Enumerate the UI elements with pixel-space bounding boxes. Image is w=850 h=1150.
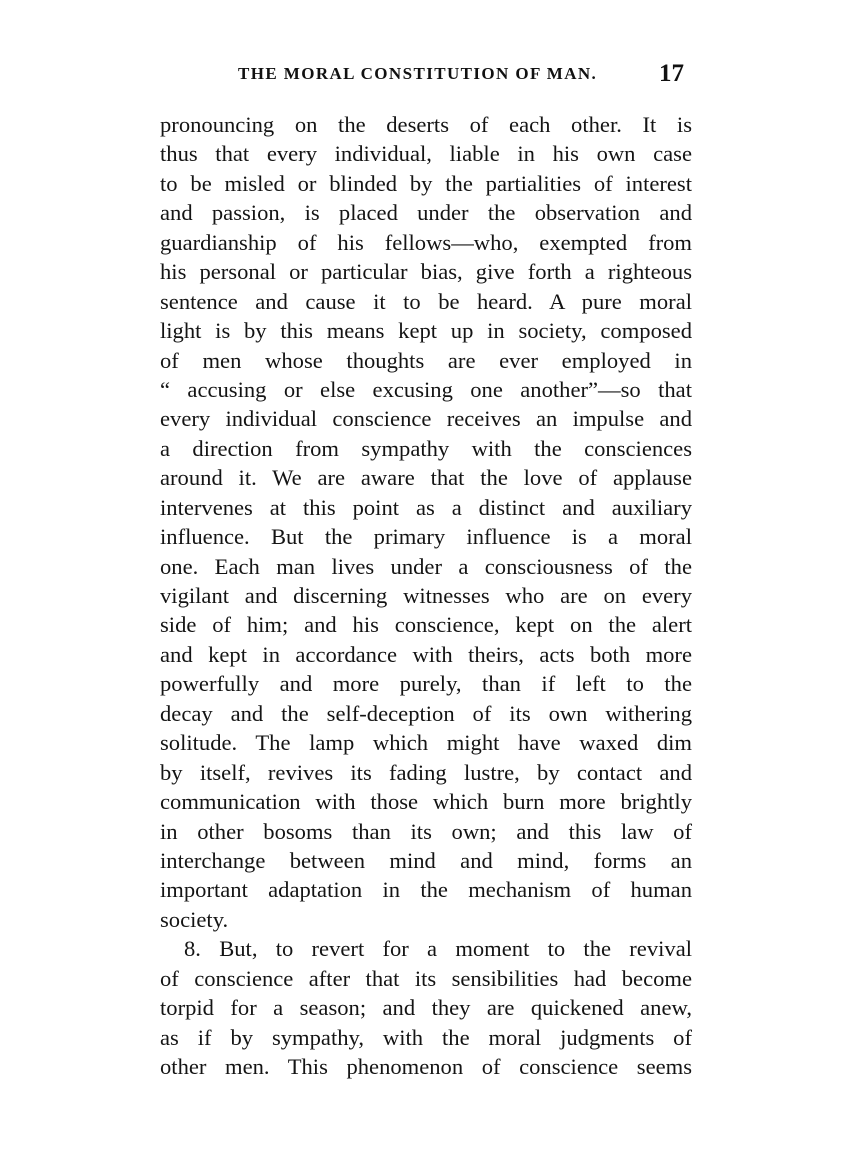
text-line: vigilant and discerning witnesses who are on every: [160, 583, 692, 608]
text-line: sentence and cause it to be heard. A pure moral: [160, 288, 692, 314]
paragraph-end-line: society.: [160, 906, 229, 932]
text-line: guardianship of his fellows—who, exempted from: [160, 229, 692, 255]
text-line: as if by sympathy, with the moral judgments of: [160, 1024, 692, 1050]
text-line: of conscience after that its sensibilities had become: [160, 965, 692, 991]
text-line: around it. We are aware that the love of applause: [160, 465, 692, 491]
text-line: pronouncing on the deserts of each other. It is: [160, 112, 692, 137]
text-line: interchange between mind and mind, forms an: [160, 847, 692, 873]
text-line: thus that every individual, liable in his own case: [160, 141, 692, 167]
body-text: [160, 110, 692, 1081]
text-line: to be misled or blinded by the partialities of interest: [160, 170, 692, 196]
text-line: and passion, is placed under the observation and: [160, 200, 692, 226]
text-line: his personal or particular bias, give forth a righteous: [160, 259, 692, 285]
text-line: important adaptation in the mechanism of human: [160, 877, 692, 903]
text-line: in other bosoms than its own; and this law of: [160, 818, 692, 844]
text-line: “ accusing or else excusing one another”—so that: [160, 376, 692, 402]
running-title: THE MORAL CONSTITUTION OF MAN.: [238, 64, 598, 83]
text-line: decay and the self-deception of its own withering: [160, 700, 692, 726]
text-line: powerfully and more purely, than if left to the: [160, 671, 692, 697]
text-line: influence. But the primary influence is a moral: [160, 524, 692, 550]
text-line: a direction from sympathy with the consciences: [160, 435, 692, 461]
text-line: by itself, revives its fading lustre, by contact and: [160, 759, 692, 785]
text-line: light is by this means kept up in society, composed: [160, 318, 692, 344]
text-line: solitude. The lamp which might have waxed dim: [160, 730, 692, 756]
page-number: 17: [659, 60, 684, 87]
text-line: of men whose thoughts are ever employed in: [160, 347, 692, 373]
running-head: [160, 60, 692, 90]
text-line: and kept in accordance with theirs, acts both more: [160, 641, 692, 667]
text-line: other men. This phenomenon of conscience seems: [160, 1054, 692, 1079]
text-line: communication with those which burn more brightly: [160, 789, 692, 815]
text-line: side of him; and his conscience, kept on the alert: [160, 612, 692, 638]
section-8-first-line: 8. But, to revert for a moment to the revival: [184, 936, 692, 962]
text-line: intervenes at this point as a distinct and auxiliary: [160, 494, 692, 520]
text-line: one. Each man lives under a consciousness of the: [160, 553, 692, 579]
text-line: torpid for a season; and they are quickened anew,: [160, 995, 692, 1021]
text-line: every individual conscience receives an impulse and: [160, 406, 692, 432]
